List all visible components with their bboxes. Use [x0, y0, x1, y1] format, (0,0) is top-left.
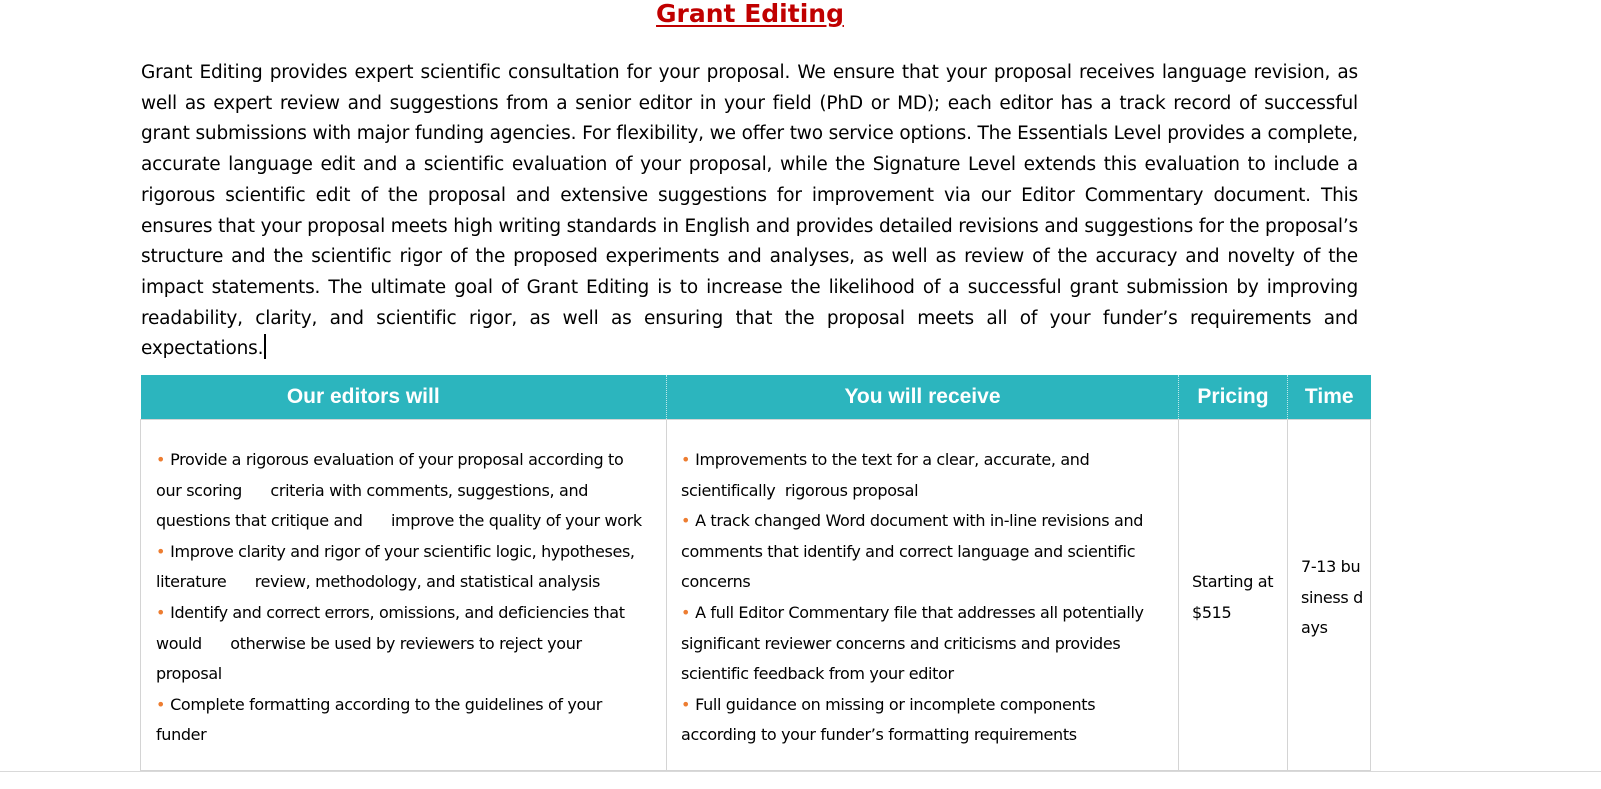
bullet-icon: •	[681, 511, 691, 531]
table-header-row	[141, 375, 1371, 420]
page-title: Grant Editing	[656, 0, 844, 28]
page-divider	[0, 771, 1601, 772]
bullet-icon: •	[156, 603, 166, 622]
header-pricing: Pricing	[1179, 375, 1288, 420]
header-time: Time	[1288, 375, 1371, 420]
list-item	[156, 598, 652, 690]
table-row	[141, 420, 1371, 771]
you-will-receive-list	[681, 445, 1168, 751]
services-table	[140, 375, 1371, 771]
time-text: 7-13 business days	[1301, 557, 1363, 638]
header-editors-will: Our editors will	[141, 375, 667, 420]
list-item-text: Full guidance on missing or incomplete components according to your funder’s formatting requirements	[681, 694, 1100, 745]
list-item	[681, 690, 1168, 751]
list-item	[681, 598, 1168, 690]
list-item-text: Provide a rigorous evaluation of your proposal according to our scoring criteria with comments, suggestions, and questions that critique and improve the quality of your work	[156, 450, 642, 531]
list-item	[156, 445, 652, 537]
bullet-icon: •	[681, 450, 691, 470]
list-item	[156, 690, 652, 751]
list-item-text: Complete formatting according to the guidelines of your funder	[156, 694, 607, 745]
list-item	[681, 506, 1168, 598]
list-item	[681, 445, 1168, 506]
bullet-icon: •	[156, 541, 166, 561]
cell-pricing	[1179, 420, 1288, 771]
pricing-text: Starting at $515	[1192, 572, 1274, 622]
cell-editors-will	[141, 420, 667, 771]
cell-time	[1288, 420, 1371, 771]
intro-text: Grant Editing provides expert scientific consultation for your proposal. We ensure that your proposal receives language revision, as well as expert review and suggestions from a senior editor in your field (PhD or MD); each editor has a track record of successful grant submissions with major funding agencies. For flexibility, we offer two service options. The Essentials Level provides a complete, accurate language edit and a scientific evaluation of your proposal, while the Signature Level extends this evaluation to include a rigorous scientific edit of the proposal and extensive suggestions for improvement via our Editor Commentary document. This ensures that your proposal meets high writing standards in English and provides detailed revisions and suggestions for the proposal’s structure and the scientific rigor of the proposed experiments and analyses, as well as review of the accuracy and novelty of the impact statements. The ultimate goal of Grant Editing is to increase the likelihood of a successful grant submission by improving readability, clarity, and scientific rigor, as well as ensuring that the proposal meets all of your funder’s requirements and expectations.	[141, 62, 1358, 360]
list-item-text: Improvements to the text for a clear, accurate, and scientifically rigorous proposal	[681, 450, 1095, 500]
list-item-text: Improve clarity and rigor of your scientific logic, hypotheses, literature review, methodology, and statistical analysis	[156, 541, 640, 592]
bullet-icon: •	[156, 694, 166, 714]
bullet-icon: •	[681, 694, 691, 714]
list-item-text: A track changed Word document with in-line revisions and comments that identify and correct language and scientific concerns	[681, 511, 1148, 592]
bullet-icon: •	[681, 603, 691, 622]
list-item	[156, 537, 652, 598]
list-item-text: Identify and correct errors, omissions, and deficiencies that would otherwise be used by reviewers to reject your proposal	[156, 603, 630, 684]
intro-paragraph[interactable]	[141, 58, 1358, 365]
header-you-will-receive: You will receive	[667, 375, 1179, 420]
list-item-text: A full Editor Commentary file that addresses all potentially significant reviewer concerns and criticisms and provides scientific feedback from your editor	[681, 603, 1149, 684]
bullet-icon: •	[156, 450, 166, 470]
text-cursor	[264, 334, 266, 359]
editors-will-list	[156, 445, 652, 751]
cell-you-will-receive	[667, 420, 1179, 771]
